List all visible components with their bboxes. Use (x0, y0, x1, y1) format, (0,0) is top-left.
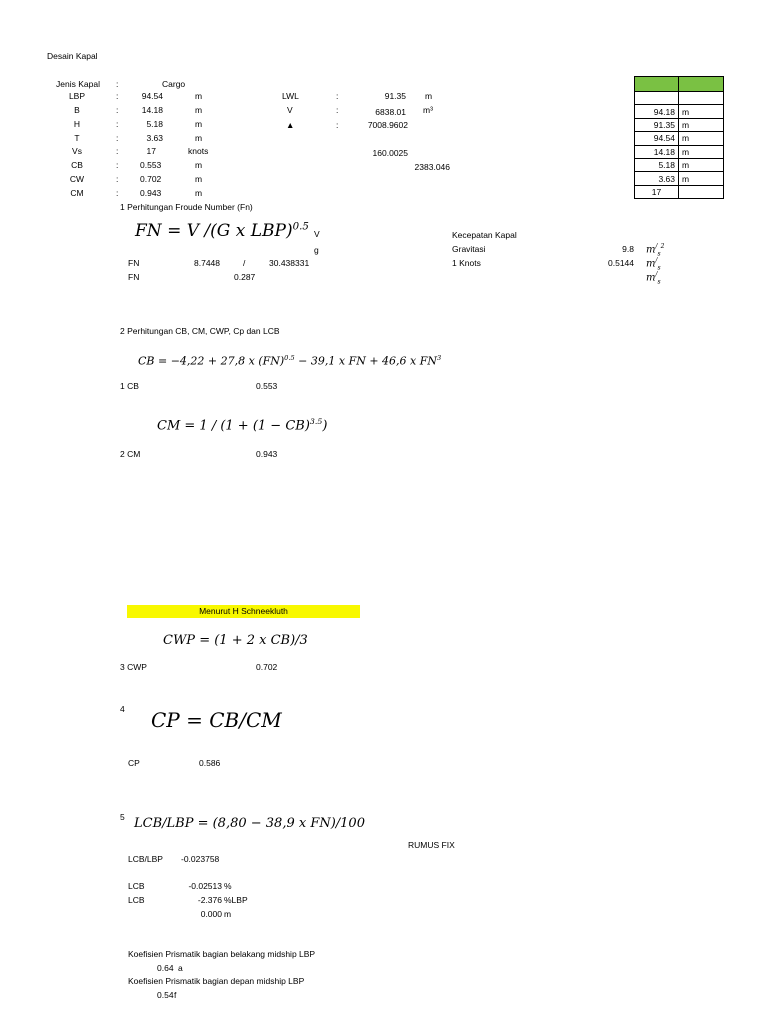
param-name: LWL (282, 91, 299, 101)
prism-back-value: 0.64 (157, 963, 174, 973)
param-unit: m (195, 119, 203, 129)
table-row (635, 105, 724, 118)
param-colon: : (336, 91, 339, 101)
param-colon: : (116, 133, 119, 143)
param-name: CM (70, 188, 84, 198)
param-colon: : (336, 105, 339, 115)
unit-m-per-s-icon: $m^/_s$ (646, 257, 661, 272)
prism-back-label: Koefisien Prismatik bagian belakang midship LBP (128, 949, 316, 959)
v-label: V (314, 229, 320, 239)
table-row (635, 118, 724, 131)
param-colon: : (116, 79, 119, 89)
lcb-formula: LCB/LBP = (8,80 − 38,9 x FN)/100 (134, 816, 365, 831)
cp-value: 0.586 (199, 758, 221, 768)
param-value: 91.35 (384, 91, 406, 101)
table-cell: 94.18 (635, 105, 679, 118)
param-unit: knots (188, 146, 209, 156)
param-colon: : (116, 160, 119, 170)
table-row (635, 172, 724, 185)
cp-formula: CP = CB/CM (151, 708, 282, 732)
section-2-heading: 2 Perhitungan CB, CM, CWP, Cp dan LCB (120, 326, 280, 336)
formula-exponent: 3 (436, 354, 442, 362)
table-row (635, 158, 724, 171)
cp-label: CP (128, 758, 140, 768)
gravity-value: 9.8 (622, 244, 634, 254)
knots-value: 0.5144 (608, 258, 634, 268)
lcb-label: LCB (128, 895, 145, 905)
param-unit: m (195, 174, 203, 184)
knots-label: 1 Knots (452, 258, 481, 268)
fn-slash: / (243, 258, 246, 268)
fn-value: 0.287 (234, 272, 256, 282)
table-cell: m (679, 132, 724, 145)
param-name: V (287, 105, 293, 115)
param-colon: : (116, 105, 119, 115)
param-colon: : (116, 91, 119, 101)
gravity-label: Gravitasi (452, 244, 486, 254)
param-value: 17 (146, 146, 156, 156)
lcb-value: 0.000 (200, 909, 222, 919)
fn-denominator: 30.438331 (269, 258, 310, 268)
table-cell: 3.63 (635, 172, 679, 185)
table-cell: 17 (635, 185, 679, 198)
lcb-value: -0.02513 (188, 881, 222, 891)
table-row (635, 185, 724, 198)
formula-text: CB = −4,22 + 27,8 x (FN) (138, 354, 285, 368)
lcb-unit: m (224, 909, 232, 919)
param-value: 6838.01 (375, 107, 406, 117)
cm-label: 2 CM (120, 449, 141, 459)
param-value: 14.18 (141, 105, 163, 115)
section-4-number: 4 (120, 704, 125, 714)
extra-value: 160.0025 (372, 148, 408, 158)
speed-title: Kecepatan Kapal (452, 230, 517, 240)
param-value: 0.943 (140, 188, 162, 198)
table-row (635, 132, 724, 145)
table-cell (635, 77, 679, 92)
param-unit: m³ (423, 105, 433, 115)
param-name: CB (71, 160, 83, 170)
cb-formula (138, 354, 441, 368)
param-value: 3.63 (146, 133, 163, 143)
formula-text: CM = 1 / (1 + (1 − CB) (157, 418, 310, 434)
cm-value: 0.943 (256, 449, 278, 459)
formula-exponent: 0.5 (292, 221, 309, 233)
lcb-value: -2.376 (197, 895, 222, 905)
param-unit: m (195, 91, 203, 101)
fn-numerator: 8.7448 (194, 258, 220, 268)
schneekluth-highlight: Menurut H Schneekluth (127, 605, 360, 618)
param-colon: : (116, 119, 119, 129)
param-value: 5.18 (146, 119, 163, 129)
param-value: 7008.9602 (367, 120, 408, 130)
param-unit: m (195, 105, 203, 115)
param-value: 0.553 (140, 160, 162, 170)
param-colon: : (336, 120, 339, 130)
extra-value: 2383.046 (414, 162, 450, 172)
fn-label: FN (128, 272, 140, 282)
param-name: CW (69, 174, 85, 184)
lcb-lbp-label: LCB/LBP (128, 854, 163, 864)
cwp-formula: CWP = (1 + 2 x CB)/3 (163, 633, 308, 648)
table-cell: m (679, 172, 724, 185)
table-row (635, 92, 724, 105)
lcb-label: LCB (128, 881, 145, 891)
table-row (635, 145, 724, 158)
cm-formula (157, 417, 327, 433)
param-name: H (73, 119, 81, 129)
table-cell: m (679, 145, 724, 158)
section-1-heading: 1 Perhitungan Froude Number (Fn) (120, 202, 253, 212)
prism-back-unit: a (178, 963, 183, 973)
param-unit: m (425, 91, 433, 101)
param-value: 94.54 (141, 91, 163, 101)
table-cell (635, 92, 679, 105)
prism-front-unit: f (174, 990, 177, 1000)
table-cell: 91.35 (635, 118, 679, 131)
formula-exponent: 0.5 (284, 354, 295, 362)
param-name: Jenis Kapal (56, 79, 100, 89)
param-value: Cargo (162, 79, 186, 89)
param-colon: : (116, 188, 119, 198)
cb-label: 1 CB (120, 381, 139, 391)
param-unit: m (195, 133, 203, 143)
g-label: g (314, 245, 319, 255)
table-cell: 14.18 (635, 145, 679, 158)
table-cell: 94.54 (635, 132, 679, 145)
table-cell (679, 185, 724, 198)
unit-m-per-s2-icon: $m^/_s^2$ (646, 243, 665, 258)
formula-text: FN = V /(G x LBP) (135, 221, 293, 241)
table-cell: m (679, 158, 724, 171)
param-name: Vs (72, 146, 82, 156)
param-unit: m (195, 160, 203, 170)
cb-value: 0.553 (256, 381, 278, 391)
table-cell (679, 77, 724, 92)
table-cell: m (679, 118, 724, 131)
param-name: LBP (68, 91, 86, 101)
section-5-number: 5 (120, 812, 125, 822)
delta-icon: ▲ (286, 120, 295, 130)
param-colon: : (116, 146, 119, 156)
froude-formula (135, 221, 309, 241)
prism-front-label: Koefisien Prismatik bagian depan midship LBP (128, 976, 305, 986)
table-cell: 5.18 (635, 158, 679, 171)
reference-table (634, 76, 724, 199)
formula-text: ) (322, 418, 328, 434)
cwp-value: 0.702 (256, 662, 278, 672)
param-name: B (74, 105, 80, 115)
lcb-lbp-value: -0.023758 (181, 854, 220, 864)
table-header-row (635, 77, 724, 92)
table-cell: m (679, 105, 724, 118)
cwp-label: 3 CWP (120, 662, 147, 672)
param-unit: m (195, 188, 203, 198)
param-value: 0.702 (140, 174, 162, 184)
param-name: T (74, 133, 80, 143)
prism-front-value: 0.54 (157, 990, 174, 1000)
formula-exponent: 3.5 (309, 417, 323, 426)
unit-m-per-s-icon: $m^/_s$ (646, 271, 661, 286)
page-title: Desain Kapal (47, 51, 98, 61)
fn-label: FN (128, 258, 140, 268)
lcb-unit: %LBP (224, 895, 248, 905)
param-colon: : (116, 174, 119, 184)
formula-text: − 39,1 x FN + 46,6 x FN (294, 354, 437, 368)
lcb-unit: % (224, 881, 232, 891)
rumus-fix-label: RUMUS FIX (408, 840, 455, 850)
table-cell (679, 92, 724, 105)
